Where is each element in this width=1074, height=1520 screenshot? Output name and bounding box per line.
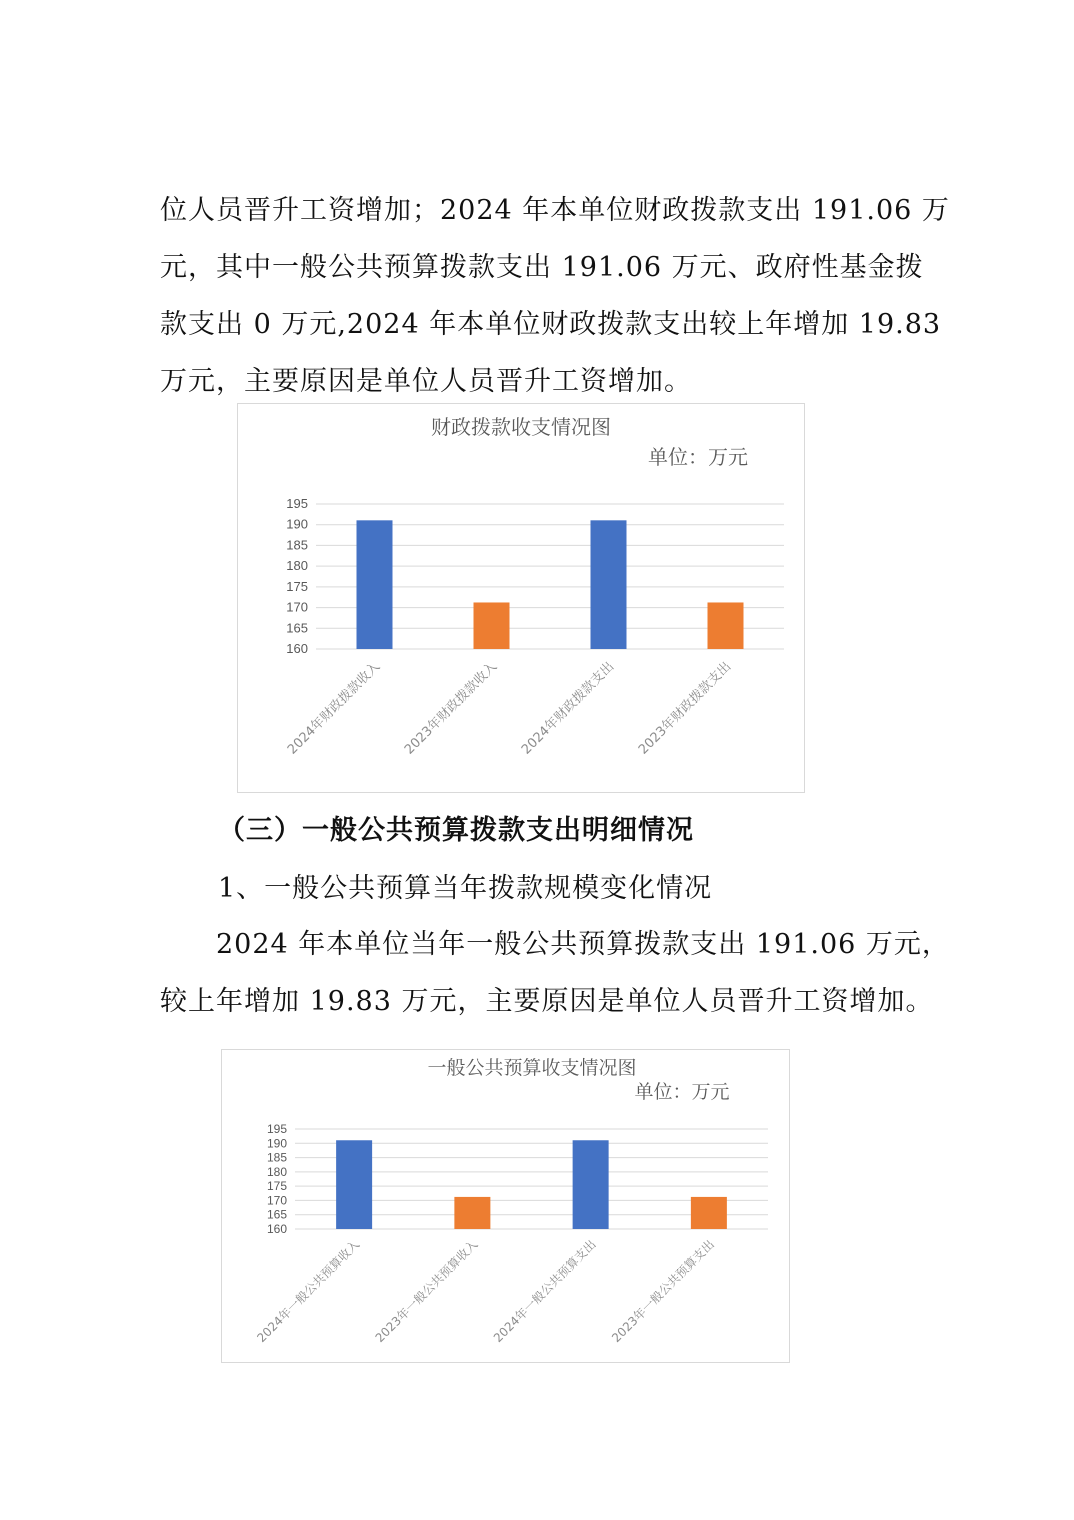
- chart-title: 财政拨款收支情况图: [431, 415, 611, 439]
- bar: [454, 1197, 490, 1229]
- y-tick-label: 180: [286, 558, 308, 574]
- paragraph-line: 位人员晋升工资增加；2024 年本单位财政拨款支出 191.06 万: [160, 195, 950, 226]
- y-tick-label: 175: [286, 578, 308, 594]
- y-tick-label: 190: [286, 516, 308, 532]
- chart-svg: [238, 404, 804, 792]
- paragraph-line: 较上年增加 19.83 万元，主要原因是单位人员晋升工资增加。: [160, 986, 934, 1017]
- chart-title: 一般公共预算收支情况图: [427, 1057, 637, 1079]
- y-tick-label: 180: [266, 1164, 287, 1179]
- chart-unit-label: 单位：万元: [648, 445, 748, 469]
- y-tick-label: 165: [286, 620, 308, 636]
- paragraph-line: 款支出 0 万元,2024 年本单位财政拨款支出较上年增加 19.83: [160, 309, 942, 340]
- x-category-label: 2023年财政拨款收入: [401, 659, 501, 758]
- y-tick-label: 190: [266, 1136, 287, 1151]
- y-tick-label: 170: [286, 599, 308, 615]
- chart-svg: [222, 1050, 789, 1362]
- y-tick-label: 170: [266, 1193, 287, 1208]
- section-heading: （三）一般公共预算拨款支出明细情况: [218, 815, 694, 846]
- x-category-label: 2024年财政拨款支出: [518, 659, 618, 758]
- y-tick-label: 160: [286, 641, 308, 656]
- paragraph-1: [160, 182, 950, 410]
- paragraph-2: [160, 916, 950, 1030]
- y-tick-label: 195: [266, 1122, 287, 1136]
- x-category-label: 2024年财政拨款收入: [284, 659, 384, 758]
- x-category-label: 2023年一般公共预算支出: [609, 1237, 717, 1346]
- bar: [708, 602, 744, 649]
- chart-unit-label: 单位：万元: [634, 1081, 730, 1103]
- paragraph-line: 万元，主要原因是单位人员晋升工资增加。: [160, 366, 692, 397]
- bar: [474, 602, 510, 649]
- chart-fiscal-appropriation: [237, 403, 805, 793]
- y-tick-label: 165: [266, 1207, 287, 1222]
- chart-general-public-budget: [221, 1049, 790, 1363]
- sub-heading-text: 1、一般公共预算当年拨款规模变化情况: [218, 873, 713, 904]
- y-tick-label: 175: [266, 1179, 287, 1194]
- paragraph-line: 元，其中一般公共预算拨款支出 191.06 万元、政府性基金拨: [160, 252, 924, 283]
- bar: [691, 1197, 727, 1229]
- bar: [573, 1140, 609, 1229]
- bar: [336, 1140, 372, 1229]
- bar: [591, 520, 627, 649]
- y-tick-label: 185: [286, 537, 308, 553]
- x-category-label: 2023年财政拨款支出: [635, 659, 735, 758]
- x-category-label: 2024年一般公共预算支出: [490, 1237, 599, 1346]
- paragraph-line: 2024 年本单位当年一般公共预算拨款支出 191.06 万元，: [216, 929, 950, 960]
- y-tick-label: 195: [286, 496, 308, 511]
- x-category-label: 2024年一般公共预算收入: [254, 1237, 363, 1346]
- y-tick-label: 185: [266, 1150, 287, 1165]
- y-tick-label: 160: [266, 1222, 287, 1236]
- bar: [357, 520, 393, 649]
- x-category-label: 2023年一般公共预算收入: [372, 1237, 481, 1346]
- sub-heading: [218, 860, 930, 917]
